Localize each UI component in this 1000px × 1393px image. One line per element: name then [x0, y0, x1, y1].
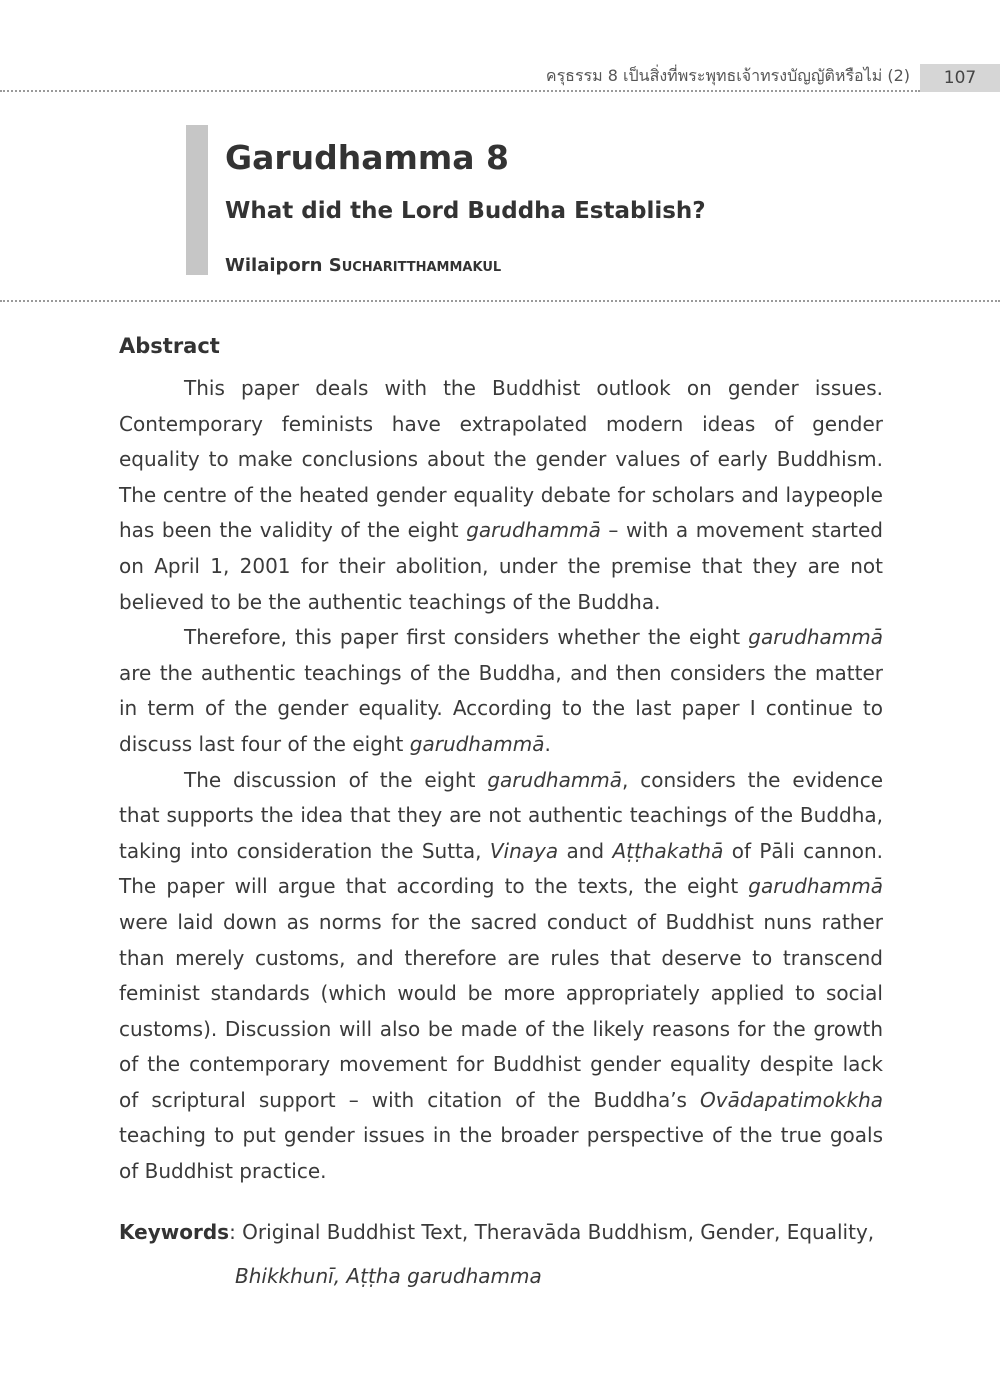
text-run: are the authentic teachings of the Buddha, and then considers the matter in term of the gender equality. According to the last paper I continue to discuss last four of the eight [119, 660, 883, 756]
keywords [119, 1210, 894, 1298]
text-run: The discussion of the eight [184, 767, 488, 792]
keywords-label: Keywords [119, 1220, 230, 1244]
author-name [225, 252, 501, 280]
abstract-paragraph-3 [119, 763, 883, 1190]
keywords-separator: : [229, 1220, 236, 1244]
section-divider [0, 300, 1000, 302]
italic-term: garudhammā [748, 625, 883, 650]
author-family-name: Sucharitthammakul [328, 255, 502, 276]
text-run: – with a movement started on April 1, 2001 for their abolition, under the premise that they are not believed to be the authentic teachings of the Buddha. [119, 518, 883, 614]
text-run: and [558, 838, 613, 863]
italic-term: garudhammā [466, 518, 601, 543]
author-given-name: Wilaiporn [225, 255, 323, 276]
text-run: . [544, 731, 551, 756]
italic-term: Ovādapatimokkha [700, 1087, 883, 1112]
italic-term: garudhammā [487, 767, 623, 792]
abstract-paragraph-1 [119, 371, 883, 620]
abstract-body [119, 371, 883, 1190]
text-run: teaching to put gender issues in the broader perspective of the true goals of Buddhist practice. [119, 1123, 883, 1184]
text-run: , considers the evidence that supports the idea that they are not authentic teachings of the Buddha, taking into consideration the Sutta, [119, 767, 884, 863]
abstract-heading: Abstract [119, 334, 220, 358]
text-run: Therefore, this paper first considers whether the eight [184, 625, 749, 650]
article-title: Garudhamma 8 [225, 138, 509, 177]
text-run: This paper deals with the Buddhist outlook on gender issues. Contemporary feminists have extrapolated modern ideas of gender equality to make conclusions about the gender values of early Buddhism. The centre of the heated gender equality debate for scholars and laypeople has been the validity of the eight [119, 376, 883, 543]
keywords-line-2: Bhikkhunī, Aṭṭha garudhamma [235, 1264, 542, 1288]
italic-term: garudhammā [748, 874, 883, 899]
italic-term: Vinaya [489, 838, 559, 863]
italic-term: garudhammā [409, 731, 545, 756]
keywords-line-1 [119, 1210, 894, 1254]
title-accent-bar [186, 125, 208, 275]
running-title: ครุธรรม 8 เป็นสิ่งที่พระพุทธเจ้าทรงบัญญัติหรือไม่ (2) [545, 66, 910, 85]
text-run: were laid down as norms for the sacred conduct of Buddhist nuns rather than merely customs, and therefore are rules that deserve to transcend feminist standards (which would be more appropriately applied to social customs). Discussion will also be made of the likely reasons for the growth of the contemporary movement for Buddhist gender equality despite lack of scriptural support – with citation of the Buddha’s [119, 909, 883, 1112]
italic-term: Aṭṭhakathā [612, 838, 724, 863]
keywords-list: Original Buddhist Text, Theravāda Buddhism, Gender, Equality, [235, 1220, 875, 1244]
abstract-paragraph-2 [119, 620, 883, 762]
text-run: of Pāli cannon. The paper will argue that according to the texts, the eight [119, 838, 884, 899]
page-number: 107 [920, 64, 1000, 92]
running-header [0, 62, 920, 92]
article-subtitle: What did the Lord Buddha Establish? [225, 198, 706, 224]
